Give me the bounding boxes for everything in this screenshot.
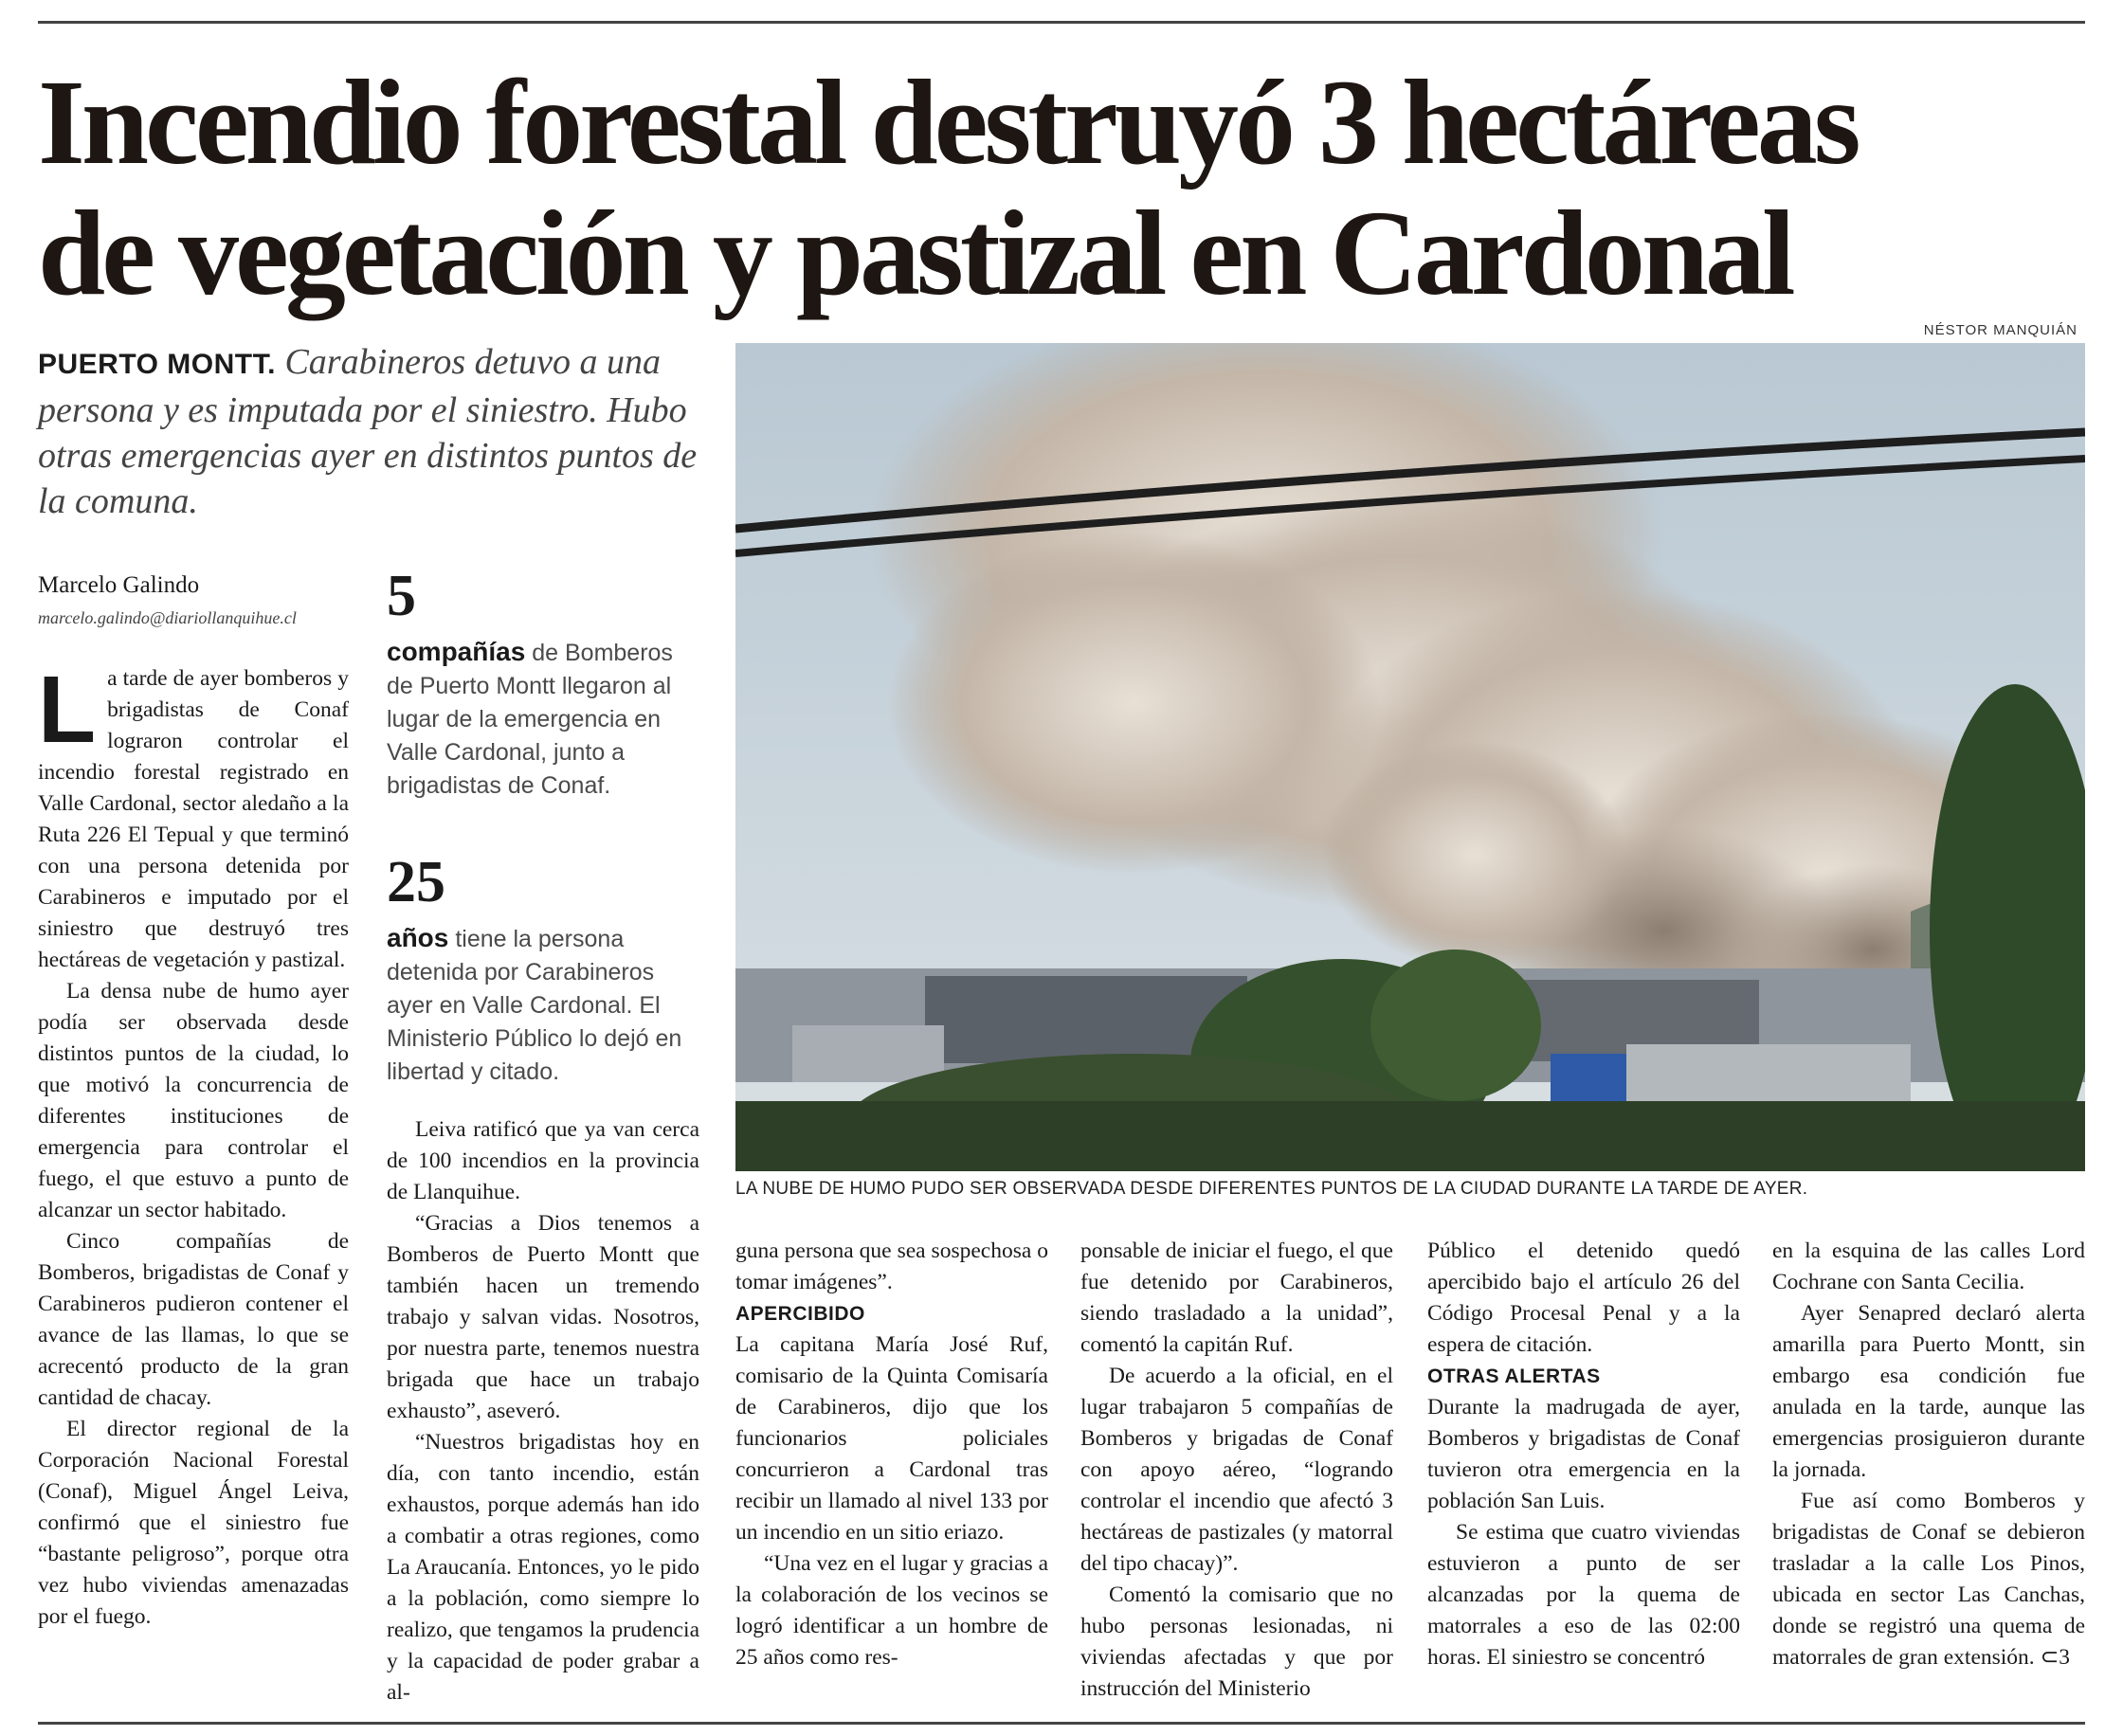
- paragraph: Cinco compañías de Bomberos, brigadistas de Conaf y Carabineros pudieron contener el avance de las llamas, lo que se acrecentó producto de la gran cantidad de chacay.: [38, 1229, 349, 1410]
- fact-text: [387, 635, 699, 803]
- body-column-4: [1080, 1236, 1393, 1705]
- headline-line-2: de vegetación y pastizal en Cardonal: [38, 186, 1792, 320]
- paragraph: Leiva ratificó que ya van cerca de 100 incendios en la provincia de Llanquihue.: [387, 1117, 699, 1204]
- fire-smoke-photo: [735, 343, 2085, 1171]
- paragraph: Ayer Senapred declaró alerta amarilla para Puerto Montt, sin embargo esa condición fue anulada en la tarde, aunque las emergencias prosiguieron durante la jornada.: [1772, 1301, 2085, 1482]
- paragraph-text: a tarde de ayer bomberos y brigadistas de Conaf lograron controlar el incendio forestal registrado en Valle Cardonal, sector aledaño a la Ruta 226 El Tepual y que terminó con una persona detenida por Carabineros e imputado por el siniestro que destruyó tres hectáreas de vegetación y pastizal.: [38, 666, 349, 972]
- paragraph: “Una vez en el lugar y gracias a la colaboración de los vecinos se logró identificar a un hombre de 25 años como res-: [735, 1551, 1048, 1670]
- paragraph: guna persona que sea sospechosa o tomar imágenes”.: [735, 1239, 1048, 1294]
- subhead-otras-alertas: OTRAS ALERTAS: [1427, 1365, 1601, 1387]
- fact-text: [387, 921, 699, 1089]
- fact-box-companies: [387, 564, 699, 803]
- photo-credit: NÉSTOR MANQUIÁN: [1923, 322, 2078, 338]
- paragraph: ponsable de iniciar el fuego, el que fue detenido por Carabineros, siendo trasladado a la unidad”, comentó la capitán Ruf.: [1080, 1239, 1393, 1357]
- paragraph: De acuerdo a la oficial, en el lugar trabajaron 5 compañías de Bomberos y brigadas de Conaf con apoyo aéreo, “logrando controlar el incendio que afectó 3 hectáreas de pastizales (y matorral del tipo chacay)”.: [1080, 1364, 1393, 1576]
- paragraph: “Gracias a Dios tenemos a Bomberos de Puerto Montt que también hacen un tremendo trabajo y salvan vidas. Nosotros, por nuestra parte, tenemos nuestra brigada que hace un trabajo exhausto”, aseveró.: [387, 1211, 699, 1423]
- paragraph: La densa nube de humo ayer podía ser observada desde distintos puntos de la ciudad, lo que motivó la concurrencia de diferentes instituciones de emergencia para controlar el fuego, el que estuvo a punto de alcanzar un sector habitado.: [38, 979, 349, 1222]
- end-mark-icon: ⊂3: [2040, 1645, 2071, 1670]
- lead-text: Carabineros detuvo a una persona y es imputada por el siniestro. Hubo otras emergencias ayer en distintos puntos de la comuna.: [38, 342, 698, 521]
- fact-keyword: años: [387, 923, 449, 952]
- paragraph: [1772, 1486, 2085, 1673]
- body-column-6: [1772, 1236, 2085, 1673]
- author-name: Marcelo Galindo: [38, 572, 200, 598]
- lead-place: PUERTO MONTT.: [38, 349, 276, 380]
- paragraph: El director regional de la Corporación Nacional Forestal (Conaf), Miguel Ángel Leiva, confirmó que el siniestro fue “bastante peligroso”, porque otra vez hubo viviendas amenazadas por el fuego.: [38, 1417, 349, 1629]
- paragraph: Se estima que cuatro viviendas estuvieron a punto de ser alcanzadas por la quema de matorrales a eso de las 02:00 horas. El siniestro se concentró: [1427, 1520, 1740, 1670]
- body-column-3: [735, 1236, 1048, 1673]
- bottom-rule: [38, 1722, 2085, 1725]
- paragraph: La capitana María José Ruf, comisario de la Quinta Comisaría de Carabineros, dijo que los funcionarios policiales concurrieron a Cardonal tras recibir un llamado al nivel 133 por un incendio en un sitio eriazo.: [735, 1332, 1048, 1545]
- headline: [38, 57, 2085, 318]
- paragraph: Comentó la comisario que no hubo personas lesionadas, ni viviendas afectadas y que por instrucción del Ministerio: [1080, 1582, 1393, 1701]
- paragraph: Durante la madrugada de ayer, Bomberos y brigadistas de Conaf tuvieron otra emergencia en la población San Luis.: [1427, 1395, 1740, 1513]
- headline-line-1: Incendio forestal destruyó 3 hectáreas: [38, 55, 1858, 190]
- byline: [38, 572, 370, 628]
- fact-box-age: [387, 850, 699, 1089]
- fact-description: de Bomberos de Puerto Montt llegaron al lugar de la emergencia en Valle Cardonal, junto a brigadistas de Conaf.: [387, 640, 673, 799]
- paragraph: “Nuestros brigadistas hoy en día, con tanto incendio, están exhaustos, porque además han ido a combatir a otras regiones, como La Araucanía. Entonces, yo le pido a la población, como siempre lo realizo, que tengamos la prudencia y la capacidad de poder grabar a al-: [387, 1430, 699, 1705]
- lead-paragraph: [38, 339, 701, 524]
- author-email: marcelo.galindo@diariollanquihue.cl: [38, 608, 297, 627]
- paragraph-text: Fue así como Bomberos y brigadistas de Conaf se debieron trasladar a la calle Los Pinos, ubicada en sector Las Canchas, donde se registró una quema de matorrales de gran extensión.: [1772, 1489, 2085, 1670]
- drop-cap: L: [38, 657, 97, 763]
- fact-description: tiene la persona detenida por Carabineros ayer en Valle Cardonal. El Ministerio Público lo dejó en libertad y citado.: [387, 926, 682, 1085]
- body-column-2: [387, 1114, 699, 1709]
- paragraph: en la esquina de las calles Lord Cochrane con Santa Cecilia.: [1772, 1239, 2085, 1294]
- paragraph: [38, 657, 349, 976]
- body-column-1: [38, 657, 349, 1633]
- subhead-apercibido: APERCIBIDO: [735, 1303, 865, 1325]
- fact-number: 5: [387, 564, 416, 628]
- fact-number: 25: [387, 850, 445, 914]
- body-column-5: [1427, 1236, 1740, 1673]
- photo-caption: LA NUBE DE HUMO PUDO SER OBSERVADA DESDE DIFERENTES PUNTOS DE LA CIUDAD DURANTE LA TARDE DE AYER.: [735, 1179, 1808, 1199]
- fact-keyword: compañías: [387, 637, 526, 666]
- top-rule: [38, 21, 2085, 24]
- paragraph: Público el detenido quedó apercibido bajo el artículo 26 del Código Procesal Penal y a la espera de citación.: [1427, 1239, 1740, 1357]
